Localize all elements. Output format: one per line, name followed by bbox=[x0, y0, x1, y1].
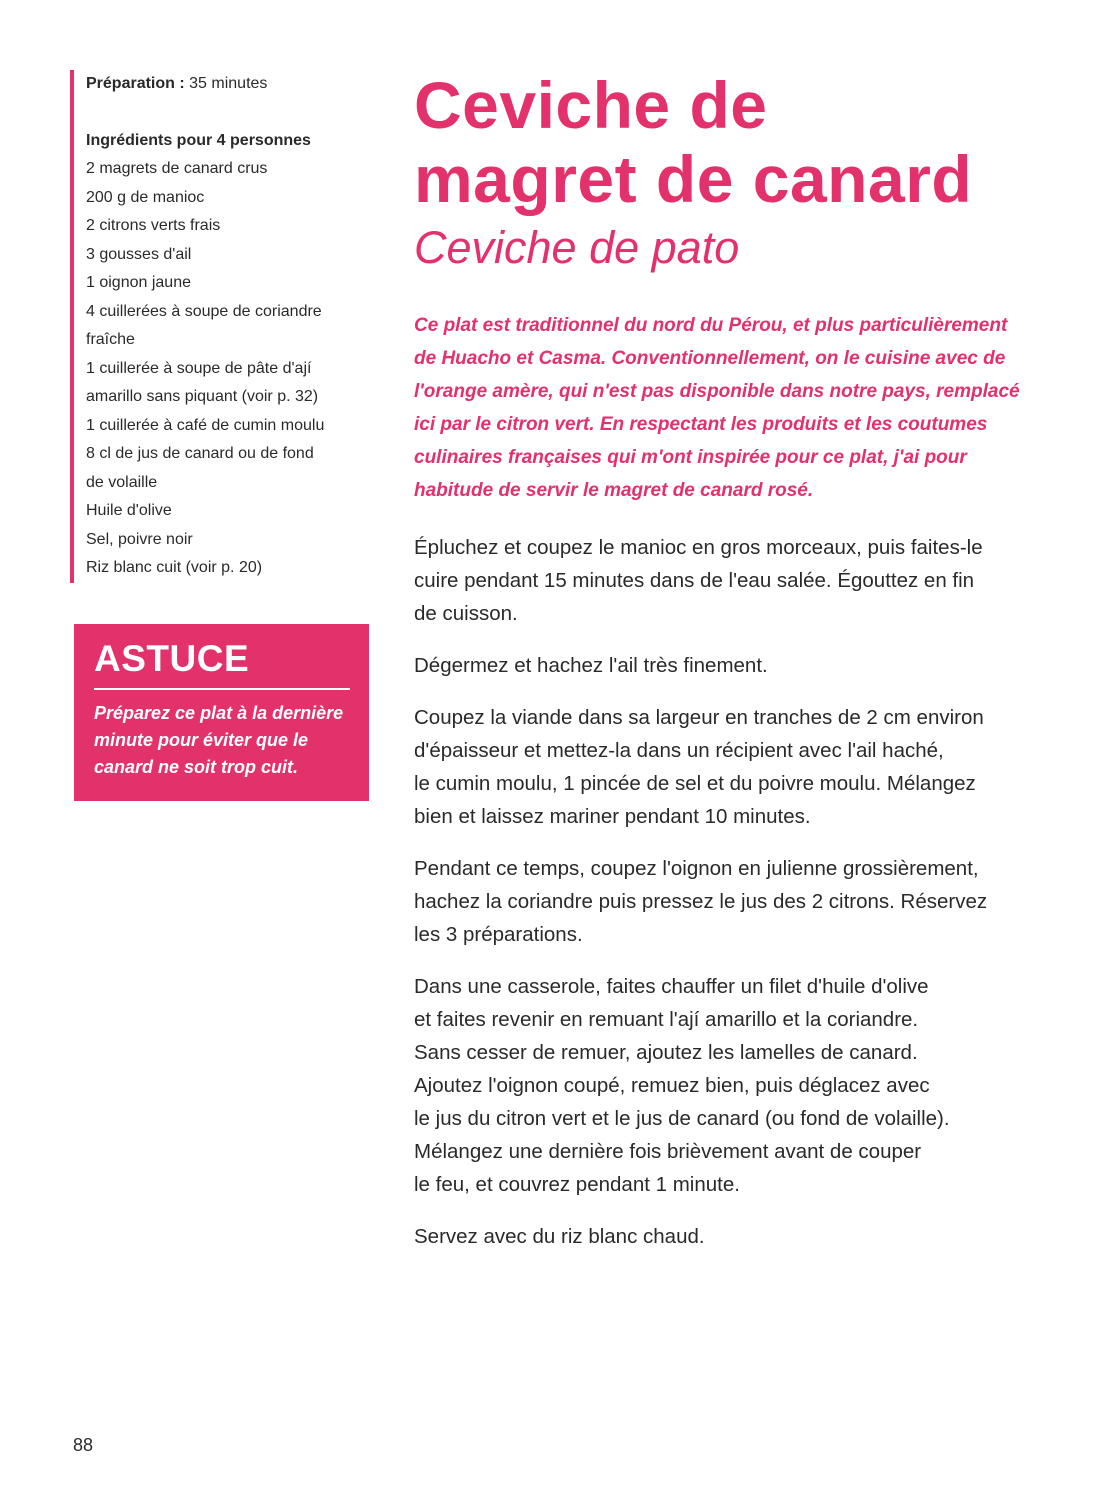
tip-text: Préparez ce plat à la dernière minute pour éviter que le canard ne soit trop cuit. bbox=[94, 703, 344, 777]
step-paragraph: Pendant ce temps, coupez l'oignon en julienne grossièrement, hachez la coriandre puis pressez le jus des 2 citrons. Réservez les 3 préparations. bbox=[414, 857, 988, 946]
ingredient-item: Huile d'olive bbox=[86, 502, 172, 519]
ingredient-item: 2 citrons verts frais bbox=[86, 217, 221, 234]
step-paragraph: Dans une casserole, faites chauffer un filet d'huile d'olive et faites revenir en remuant l'ají amarillo et la coriandre. Sans cesser de remuer, ajoutez les lamelles de canard. Ajoutez l'oignon coupé, remuez bien, puis déglacez avec le jus du citron vert et le jus de canard (ou fond de volaille). Mélangez une dernière fois brièvement avant de couper le feu, et couvrez pendant 1 minute. bbox=[414, 975, 950, 1196]
ingredient-item: de volaille bbox=[86, 473, 158, 491]
tip-divider bbox=[94, 688, 350, 690]
ingredient-item: 2 magrets de canard crus bbox=[86, 160, 268, 177]
step-paragraph: Dégermez et hachez l'ail très finement. bbox=[414, 654, 768, 677]
recipe-steps bbox=[414, 531, 1064, 1272]
tip-box bbox=[74, 624, 369, 801]
prep-value: 35 minutes bbox=[189, 75, 268, 92]
ingredient-item: 3 gousses d'ail bbox=[86, 245, 192, 263]
ingredient-item: 1 cuillerée à café de cumin moulu bbox=[86, 416, 325, 434]
tip-title: ASTUCE bbox=[94, 638, 250, 679]
ingredient-item: amarillo sans piquant (voir p. 32) bbox=[86, 388, 319, 405]
recipe-intro: Ce plat est traditionnel du nord du Pérou, et plus particulièrement de Huacho et Casma. Conventionnellement, on le cuisine avec de l'orange amère, qui n'est pas disponible dans notre pays, remplacé ici par le citron vert. En respectant les produits et les coutumes culinaires françaises qui m'ont inspirée pour ce plat, j'ai pour habitude de servir le magret de canard rosé. bbox=[414, 315, 1020, 501]
ingredient-item: 200 g de manioc bbox=[86, 188, 205, 206]
step-paragraph: Épluchez et coupez le manioc en gros morceaux, puis faites-le cuire pendant 15 minutes dans de l'eau salée. Égouttez en fin de cuisson. bbox=[414, 536, 983, 625]
prep-time bbox=[86, 70, 376, 99]
ingredient-item: fraîche bbox=[86, 331, 135, 348]
ingredients-sidebar bbox=[70, 70, 376, 583]
ingredient-item: Sel, poivre noir bbox=[86, 530, 193, 548]
ingredient-item: 8 cl de jus de canard ou de fond bbox=[86, 445, 314, 462]
prep-label: Préparation : bbox=[86, 75, 185, 92]
step-paragraph: Coupez la viande dans sa largeur en tranches de 2 cm environ d'épaisseur et mettez-la dans un récipient avec l'ail haché, le cumin moulu, 1 pincée de sel et du poivre moulu. Mélangez bien et laissez mariner pendant 10 minutes. bbox=[414, 706, 984, 828]
ingredient-item: 1 cuillerée à soupe de pâte d'ají bbox=[86, 359, 312, 377]
recipe-title-block bbox=[414, 68, 1074, 278]
recipe-subtitle: Ceviche de pato bbox=[414, 222, 740, 273]
step-paragraph: Servez avec du riz blanc chaud. bbox=[414, 1225, 705, 1248]
page-number: 88 bbox=[73, 1435, 94, 1455]
recipe-title: Ceviche de magret de canard bbox=[414, 68, 973, 216]
ingredient-item: 4 cuillerées à soupe de coriandre bbox=[86, 302, 322, 320]
ingredient-item: Riz blanc cuit (voir p. 20) bbox=[86, 559, 263, 576]
ingredient-item: 1 oignon jaune bbox=[86, 274, 191, 291]
ingredients-heading: Ingrédients pour 4 personnes bbox=[86, 131, 311, 149]
